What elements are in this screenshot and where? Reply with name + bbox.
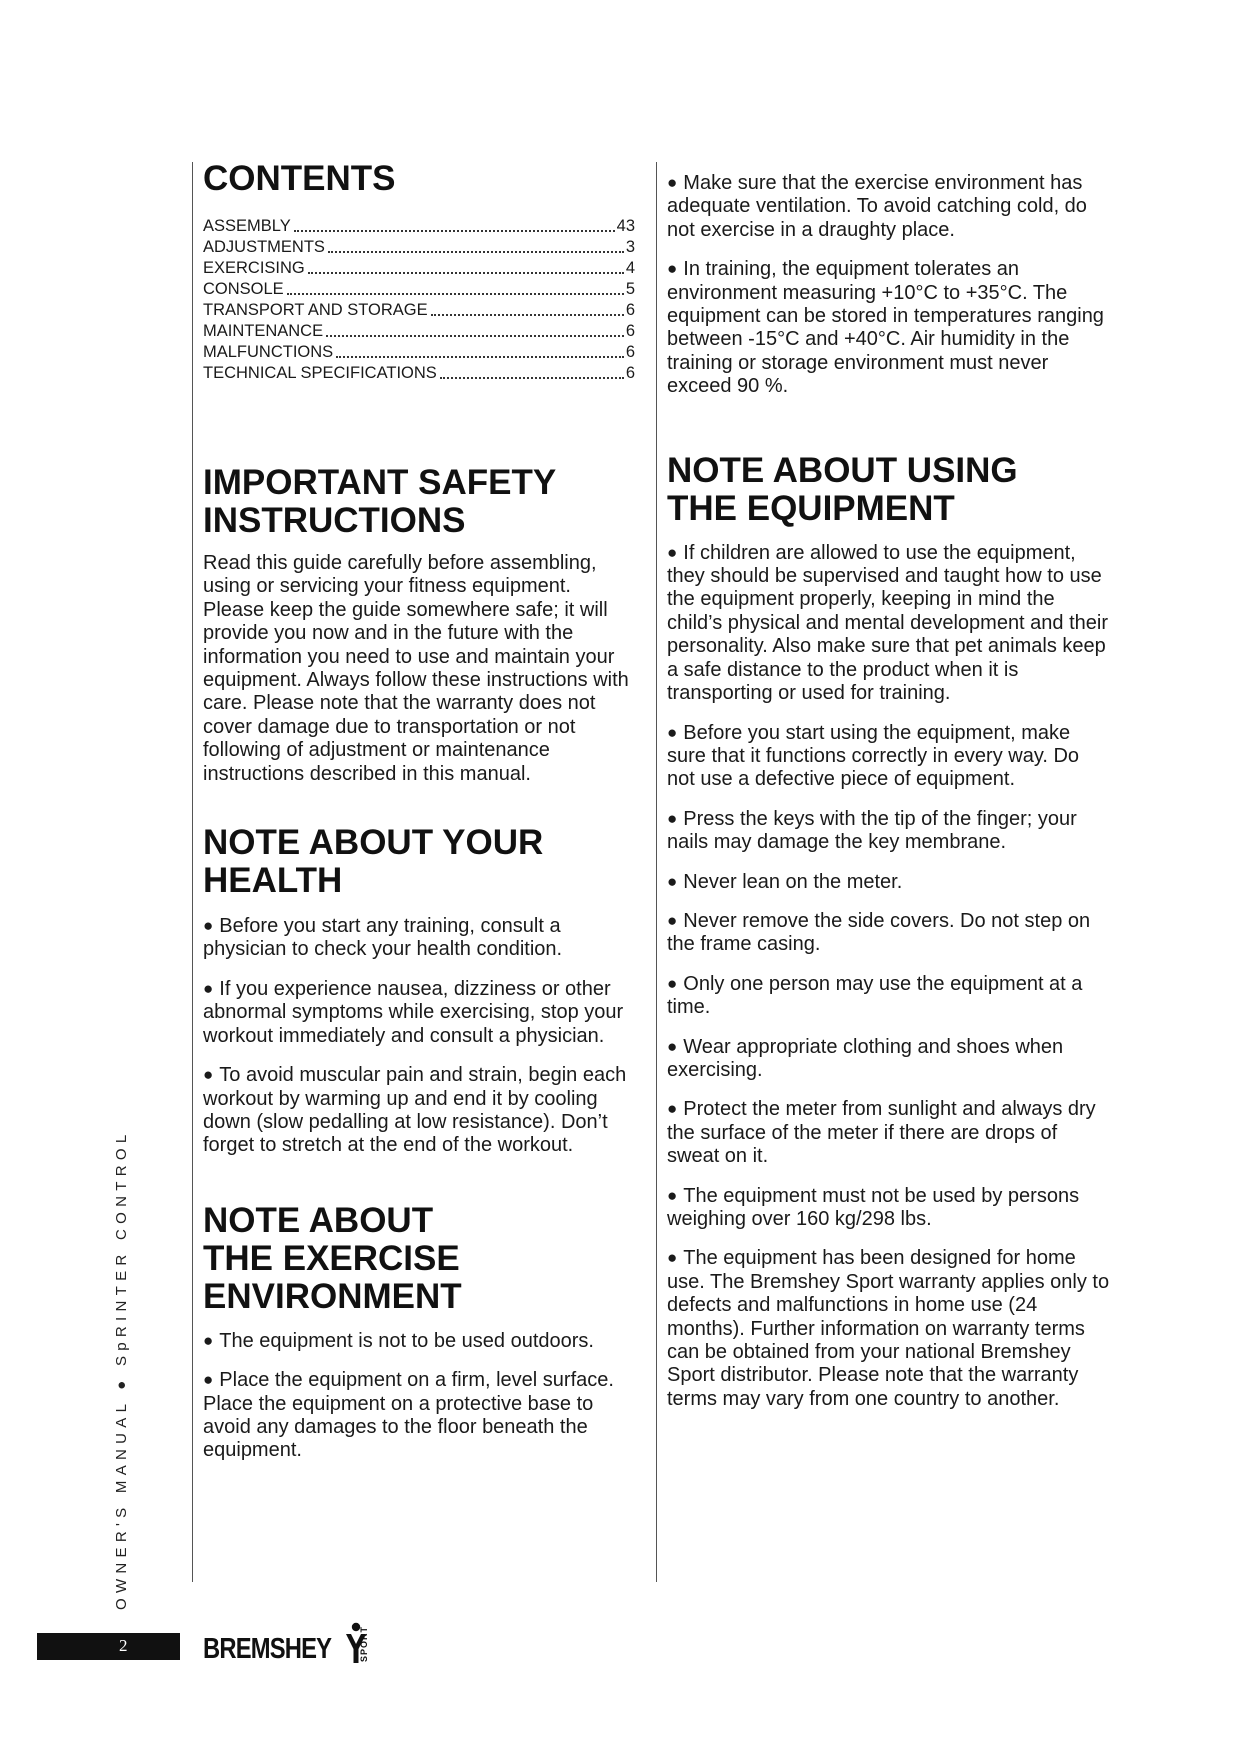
table-of-contents — [203, 216, 635, 384]
using-bullet: ● The equipment must not be used by persons weighing over 160 kg/298 lbs. — [667, 1184, 1080, 1230]
bullet-icon: ● — [667, 1036, 678, 1056]
using-bullet: ● Only one person may use the equipment at a time. — [667, 972, 1083, 1019]
environment-bullet: ● The equipment is not to be used outdoors. — [203, 1329, 594, 1352]
bullet-icon: ● — [667, 1099, 678, 1119]
bullet-icon: ● — [203, 1330, 214, 1350]
toc-entry[interactable]: TRANSPORT AND STORAGE 6 — [203, 301, 635, 319]
page-number: 2 — [119, 1636, 128, 1655]
logo-sport: SPORT — [359, 1625, 370, 1662]
using-bullet: ● If children are allowed to use the equipment, they should be supervised and taught how to use the equipment properly, keeping in mind the child’s physical and mental development and their personality. Also make sure that pet animals keep a safe distance to the product when it is transporting or used for training. — [667, 541, 1109, 705]
bullet-icon: ● — [203, 1065, 214, 1085]
environment-bullet: ● Make sure that the exercise environment has adequate ventilation. To avoid catching cold, do not exercise in a draughty place. — [667, 172, 1087, 241]
using-bullet: ● Before you start using the equipment, make sure that it functions correctly in every way. Do not use a defective piece of equipment. — [667, 721, 1080, 791]
bullet-icon: ● — [667, 910, 678, 930]
environment-bullet: ● In training, the equipment tolerates an environment measuring +10°C to +35°C. The equipment can be stored in temperatures ranging between -15°C and +40°C. Air humidity in the training or storage environment must never exceed 90 %. — [667, 258, 1104, 398]
toc-entry[interactable]: CONSOLE 5 — [203, 280, 635, 298]
toc-entry[interactable]: TECHNICAL SPECIFICATIONS 6 — [203, 364, 635, 382]
left-column — [203, 160, 635, 1479]
bullet-icon: ● — [667, 173, 678, 192]
bullet-icon: ● — [667, 871, 678, 891]
using-bullet: ● Wear appropriate clothing and shoes when exercising. — [667, 1035, 1064, 1081]
bullet-icon: ● — [667, 722, 678, 742]
toc-entry[interactable]: ADJUSTMENTS 3 — [203, 238, 635, 256]
toc-entry[interactable]: ASSEMBLY 43 — [203, 217, 635, 235]
left-column-rule — [192, 162, 193, 1582]
health-bullet: ● If you experience nausea, dizziness or other abnormal symptoms while exercising, stop your workout immediately and consult a physician. — [203, 977, 624, 1047]
safety-body: Read this guide carefully before assembling, using or servicing your fitness equipment. Please keep the guide somewhere safe; it will provide you now and in the future with the information you need to use and maintain your equipment. Always follow these instructions with care. Please note that the warranty does not cover damage due to transportation or not following of adjustment or maintenance instructions described in this manual. — [203, 552, 629, 785]
contents-title: CONTENTS — [203, 159, 396, 198]
bremshey-logo — [203, 1606, 369, 1664]
environment-title: NOTE ABOUT THE EXERCISE ENVIRONMENT — [203, 1200, 462, 1316]
bullet-icon: ● — [203, 916, 214, 936]
bullet-icon: ● — [667, 808, 678, 828]
toc-entry[interactable]: MALFUNCTIONS 6 — [203, 343, 635, 361]
side-manual-title: OWNER'S MANUAL ● SpRINTER CONTROL — [113, 1129, 130, 1610]
using-title: NOTE ABOUT USING THE EQUIPMENT — [667, 450, 1018, 528]
bullet-icon: ● — [667, 542, 678, 562]
health-bullet: ● To avoid muscular pain and strain, begin each workout by warming up and end it by cooling down (slow pedalling at low resistance). Don’t forget to stretch at the end of the workout. — [203, 1064, 627, 1157]
safety-title: IMPORTANT SAFETY INSTRUCTIONS — [203, 463, 557, 540]
using-bullet: ● Protect the meter from sunlight and always dry the surface of the meter if there are drops of sweat on it. — [667, 1098, 1096, 1168]
toc-entry[interactable]: EXERCISING 4 — [203, 259, 635, 277]
bullet-icon: ● — [203, 1370, 214, 1390]
bullet-icon: ● — [203, 978, 214, 998]
center-column-rule — [656, 162, 657, 1582]
bullet-icon: ● — [667, 973, 678, 993]
using-bullet: ● Never remove the side covers. Do not step on the frame casing. — [667, 909, 1091, 956]
bullet-icon: ● — [667, 1185, 678, 1205]
logo-wordmark: BREMSHEY — [203, 1633, 332, 1665]
bullet-icon: ● — [667, 1248, 678, 1268]
page-number-bar — [37, 1633, 180, 1660]
using-bullet: ● Never lean on the meter. — [667, 870, 903, 893]
environment-bullet: ● Place the equipment on a firm, level surface. Place the equipment on a protective base to avoid any damages to the floor beneath the equipment. — [203, 1369, 614, 1462]
toc-entry[interactable]: MAINTENANCE 6 — [203, 322, 635, 340]
using-bullet: ● The equipment has been designed for home use. The Bremshey Sport warranty applies only to defects and malfunctions in home use (24 months). Further information on warranty terms can be obtained from your national Bremshey Sport distributor. Please note that the warranty terms may vary from one country to another. — [667, 1247, 1110, 1410]
health-bullet: ● Before you start any training, consult a physician to check your health condition. — [203, 915, 563, 961]
right-column — [667, 172, 1112, 1427]
using-bullet: ● Press the keys with the tip of the finger; your nails may damage the key membrane. — [667, 807, 1077, 854]
bullet-icon: ● — [667, 259, 678, 279]
health-title: NOTE ABOUT YOUR HEALTH — [203, 823, 544, 901]
